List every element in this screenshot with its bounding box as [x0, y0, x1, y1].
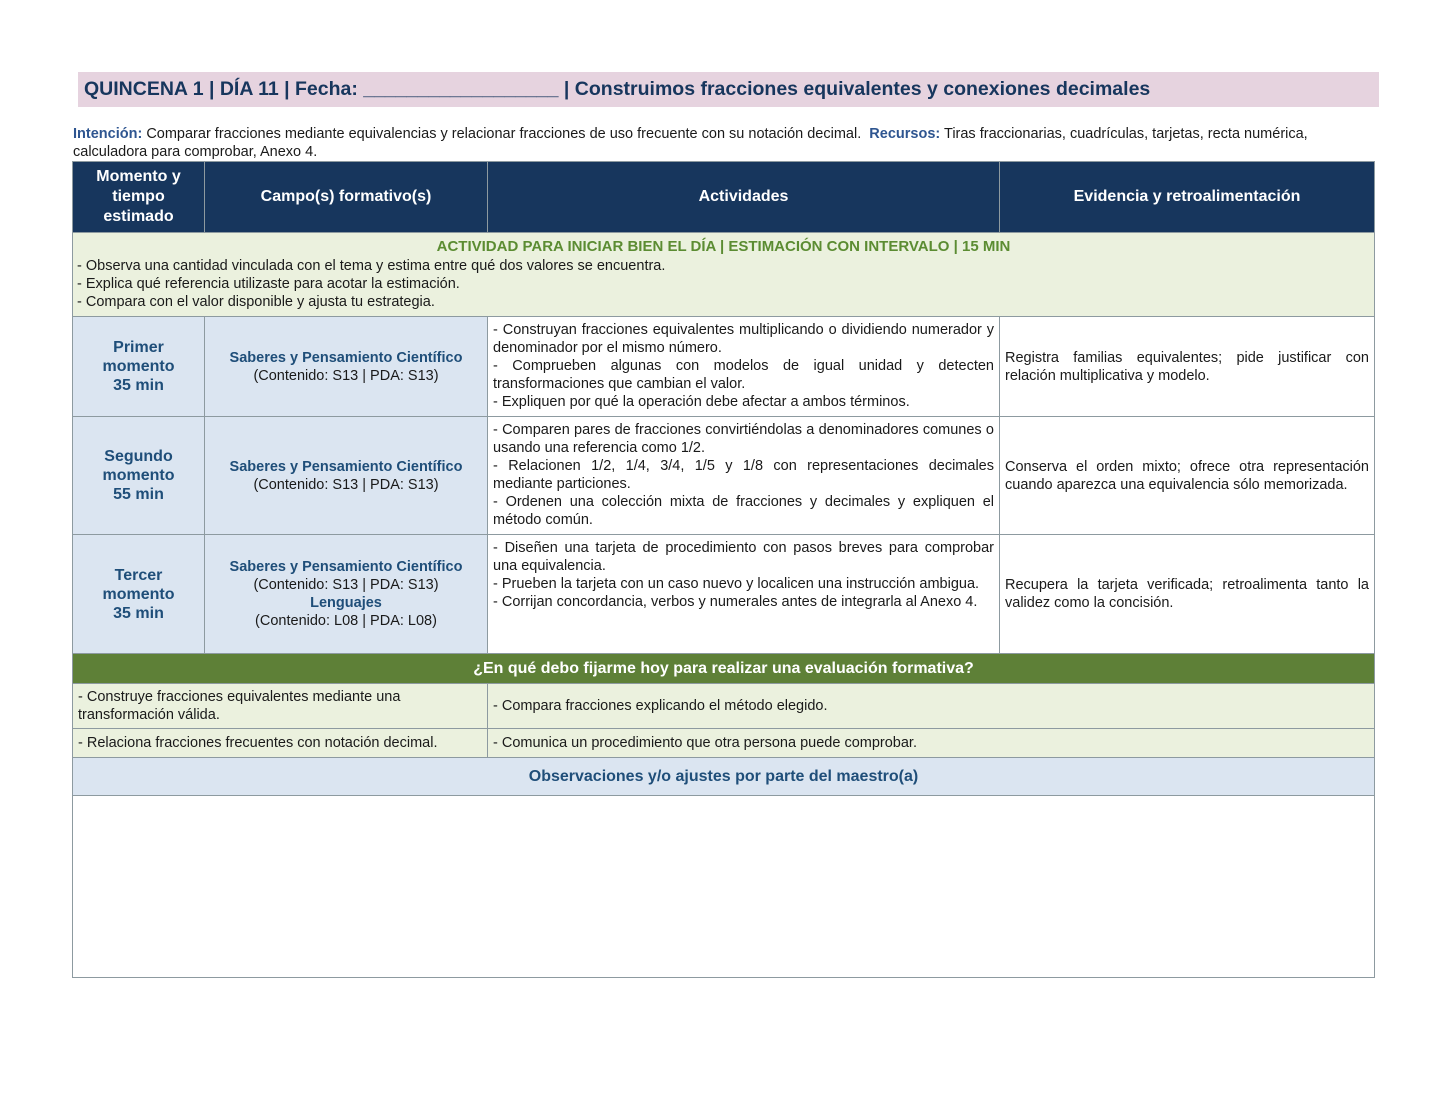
campo-content: (Contenido: S13 | PDA: S13): [253, 367, 439, 384]
activity-item: - Ordenen una colección mixta de fracciones y decimales y expliquen el método común.: [493, 494, 994, 528]
page-title-text: QUINCENA 1 | DÍA 11 | Fecha: __________________ | Construimos fracciones equivalentes y conexiones decimales: [84, 78, 1151, 100]
criterion-cell: - Comunica un procedimiento que otra persona puede comprobar.: [488, 729, 1375, 758]
evaluation-title: ¿En qué debo fijarme hoy para realizar una evaluación formativa?: [73, 654, 1375, 684]
moment-time: 35 min: [113, 604, 164, 622]
activities-cell: [488, 317, 1000, 417]
activity-item: - Relacionen 1/2, 1/4, 3/4, 1/5 y 1/8 con representaciones decimales mediante particiones.: [493, 458, 994, 492]
intencion-label: Intención:: [73, 126, 143, 142]
criteria-row: [73, 729, 1375, 758]
criterion-cell: - Construye fracciones equivalentes mediante una transformación válida.: [73, 684, 488, 729]
evaluation-header-row: [73, 654, 1375, 684]
campo-name: Saberes y Pensamiento Científico: [229, 559, 463, 575]
header-campo: Campo(s) formativo(s): [205, 162, 488, 233]
table-row: [73, 317, 1375, 417]
observations-header-row: [73, 758, 1375, 796]
campo-name: Lenguajes: [310, 595, 382, 611]
header-actividades: Actividades: [488, 162, 1000, 233]
campo-name: Saberes y Pensamiento Científico: [229, 349, 463, 366]
evidence-cell: Recupera la tarjeta verificada; retroalimenta tanto la validez como la concisión.: [1000, 535, 1375, 654]
campo-name: Saberes y Pensamiento Científico: [229, 458, 463, 475]
moment-label: Primer: [113, 339, 164, 356]
campo-content: (Contenido: L08 | PDA: L08): [255, 613, 437, 629]
campo-content: (Contenido: S13 | PDA: S13): [253, 476, 439, 493]
activity-item: - Comprueben algunas con modelos de igual unidad y detecten transformaciones que cambian el valor.: [493, 358, 994, 392]
campo-cell: [205, 417, 488, 535]
activity-item: - Diseñen una tarjeta de procedimiento con pasos breves para comprobar una equivalencia.: [493, 540, 994, 574]
campo-content: (Contenido: S13 | PDA: S13): [253, 577, 439, 593]
activity-item: - Prueben la tarjeta con un caso nuevo y localicen una instrucción ambigua.: [493, 576, 980, 592]
intro-paragraph: [73, 125, 1368, 161]
moment-label: momento: [102, 358, 175, 375]
warmup-line: - Compara con el valor disponible y ajusta tu estrategia.: [77, 294, 435, 310]
warmup-line: - Explica qué referencia utilizaste para acotar la estimación.: [77, 276, 460, 292]
activity-item: - Construyan fracciones equivalentes multiplicando o dividiendo numerador y denominador por el mismo número.: [493, 322, 994, 356]
activity-item: - Expliquen por qué la operación debe afectar a ambos términos.: [493, 394, 910, 410]
criteria-row: [73, 684, 1375, 729]
table-row: [73, 535, 1375, 654]
campo-cell: [205, 535, 488, 654]
moment-time: 35 min: [113, 377, 164, 394]
moment-cell: [73, 317, 205, 417]
criterion-cell: - Relaciona fracciones frecuentes con notación decimal.: [73, 729, 488, 758]
moment-cell: [73, 417, 205, 535]
warmup-title: ACTIVIDAD PARA INICIAR BIEN EL DÍA | ESTIMACIÓN CON INTERVALO | 15 MIN: [436, 238, 1011, 255]
criterion-cell: - Compara fracciones explicando el método elegido.: [488, 684, 1375, 729]
activities-cell: [488, 417, 1000, 535]
activity-item: - Comparen pares de fracciones convirtiéndolas a denominadores comunes o usando una referencia como 1/2.: [493, 422, 994, 456]
header-momento: Momento y tiempo estimado: [73, 162, 205, 233]
moment-label: momento: [102, 585, 175, 603]
observations-title: Observaciones y/o ajustes por parte del maestro(a): [73, 758, 1375, 796]
moment-label: Tercer: [114, 566, 163, 584]
lesson-plan-table: [72, 161, 1375, 978]
observations-area[interactable]: [73, 796, 1375, 978]
observations-body-row: [73, 796, 1375, 978]
recursos-label: Recursos:: [869, 126, 941, 142]
table-header-row: [73, 162, 1375, 233]
activity-item: - Corrijan concordancia, verbos y numerales antes de integrarla al Anexo 4.: [493, 594, 978, 610]
intencion-text: Comparar fracciones mediante equivalencias y relacionar fracciones de uso frecuente con su notación decimal.: [146, 126, 862, 142]
moment-time: 55 min: [113, 486, 164, 503]
evidence-cell: Registra familias equivalentes; pide justificar con relación multiplicativa y modelo.: [1000, 317, 1375, 417]
warmup-line: - Observa una cantidad vinculada con el tema y estima entre qué dos valores se encuentra.: [77, 258, 666, 274]
warmup-cell: [73, 233, 1375, 317]
table-row: [73, 417, 1375, 535]
warmup-row: [73, 233, 1375, 317]
moment-label: momento: [102, 467, 175, 484]
campo-cell: [205, 317, 488, 417]
evidence-cell: Conserva el orden mixto; ofrece otra representación cuando aparezca una equivalencia sólo memorizada.: [1000, 417, 1375, 535]
activities-cell: [488, 535, 1000, 654]
moment-cell: [73, 535, 205, 654]
header-evidencia: Evidencia y retroalimentación: [1000, 162, 1375, 233]
moment-label: Segundo: [104, 448, 173, 465]
recursos-text: Tiras fraccionarias, cuadrículas, tarjetas, recta numérica, calculadora para comprobar, Anexo 4.: [73, 126, 1308, 160]
page-title: [78, 72, 1379, 107]
